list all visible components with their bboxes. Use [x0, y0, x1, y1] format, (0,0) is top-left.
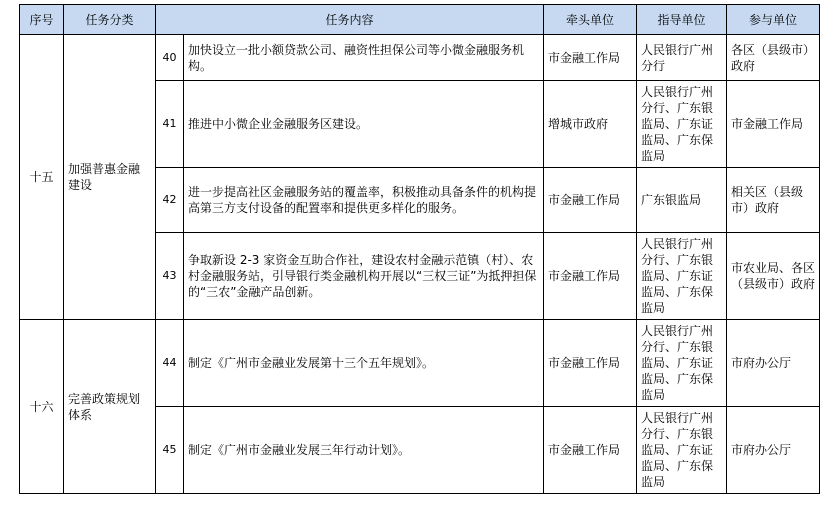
row-number: 40	[156, 35, 184, 81]
row-content: 加快设立一批小额贷款公司、融资性担保公司等小微金融服务机构。	[184, 35, 544, 81]
row-content: 进一步提高社区金融服务站的覆盖率，积极推动具备条件的机构提高第三方支付设备的配置率和提供更多样化的服务。	[184, 168, 544, 233]
group-seq: 十六	[20, 320, 64, 494]
row-participate: 相关区（县级市）政府	[727, 168, 820, 233]
header-participate: 参与单位	[727, 5, 820, 35]
row-participate: 市金融工作局	[727, 81, 820, 168]
row-number: 44	[156, 320, 184, 407]
row-content: 争取新设 2-3 家资金互助合作社，建设农村金融示范镇（村）、农村金融服务站，引导银行类金融机构开展以“三权三证”为抵押担保的“三农”金融产品创新。	[184, 233, 544, 320]
row-content: 制定《广州市金融业发展三年行动计划》。	[184, 407, 544, 494]
row-number: 41	[156, 81, 184, 168]
header-category: 任务分类	[64, 5, 156, 35]
row-lead: 增城市政府	[544, 81, 637, 168]
header-content: 任务内容	[156, 5, 544, 35]
table-row	[20, 35, 820, 81]
task-table	[19, 4, 820, 494]
row-guide: 人民银行广州分行	[637, 35, 727, 81]
row-number: 43	[156, 233, 184, 320]
group-category: 完善政策规划体系	[64, 320, 156, 494]
row-lead: 市金融工作局	[544, 168, 637, 233]
row-lead: 市金融工作局	[544, 233, 637, 320]
row-participate: 各区（县级市）政府	[727, 35, 820, 81]
row-number: 45	[156, 407, 184, 494]
table-row	[20, 320, 820, 407]
row-guide: 人民银行广州分行、广东银监局、广东证监局、广东保监局	[637, 407, 727, 494]
row-number: 42	[156, 168, 184, 233]
row-lead: 市金融工作局	[544, 407, 637, 494]
row-guide: 人民银行广州分行、广东银监局、广东证监局、广东保监局	[637, 233, 727, 320]
row-guide: 广东银监局	[637, 168, 727, 233]
row-content: 制定《广州市金融业发展第十三个五年规划》。	[184, 320, 544, 407]
row-content: 推进中小微企业金融服务区建设。	[184, 81, 544, 168]
row-participate: 市府办公厅	[727, 407, 820, 494]
header-guide: 指导单位	[637, 5, 727, 35]
row-lead: 市金融工作局	[544, 320, 637, 407]
header-lead: 牵头单位	[544, 5, 637, 35]
header-row	[20, 5, 820, 35]
group-seq: 十五	[20, 35, 64, 320]
row-guide: 人民银行广州分行、广东银监局、广东证监局、广东保监局	[637, 320, 727, 407]
row-participate: 市农业局、各区（县级市）政府	[727, 233, 820, 320]
header-seq: 序号	[20, 5, 64, 35]
row-guide: 人民银行广州分行、广东银监局、广东证监局、广东保监局	[637, 81, 727, 168]
group-category: 加强普惠金融建设	[64, 35, 156, 320]
row-participate: 市府办公厅	[727, 320, 820, 407]
row-lead: 市金融工作局	[544, 35, 637, 81]
